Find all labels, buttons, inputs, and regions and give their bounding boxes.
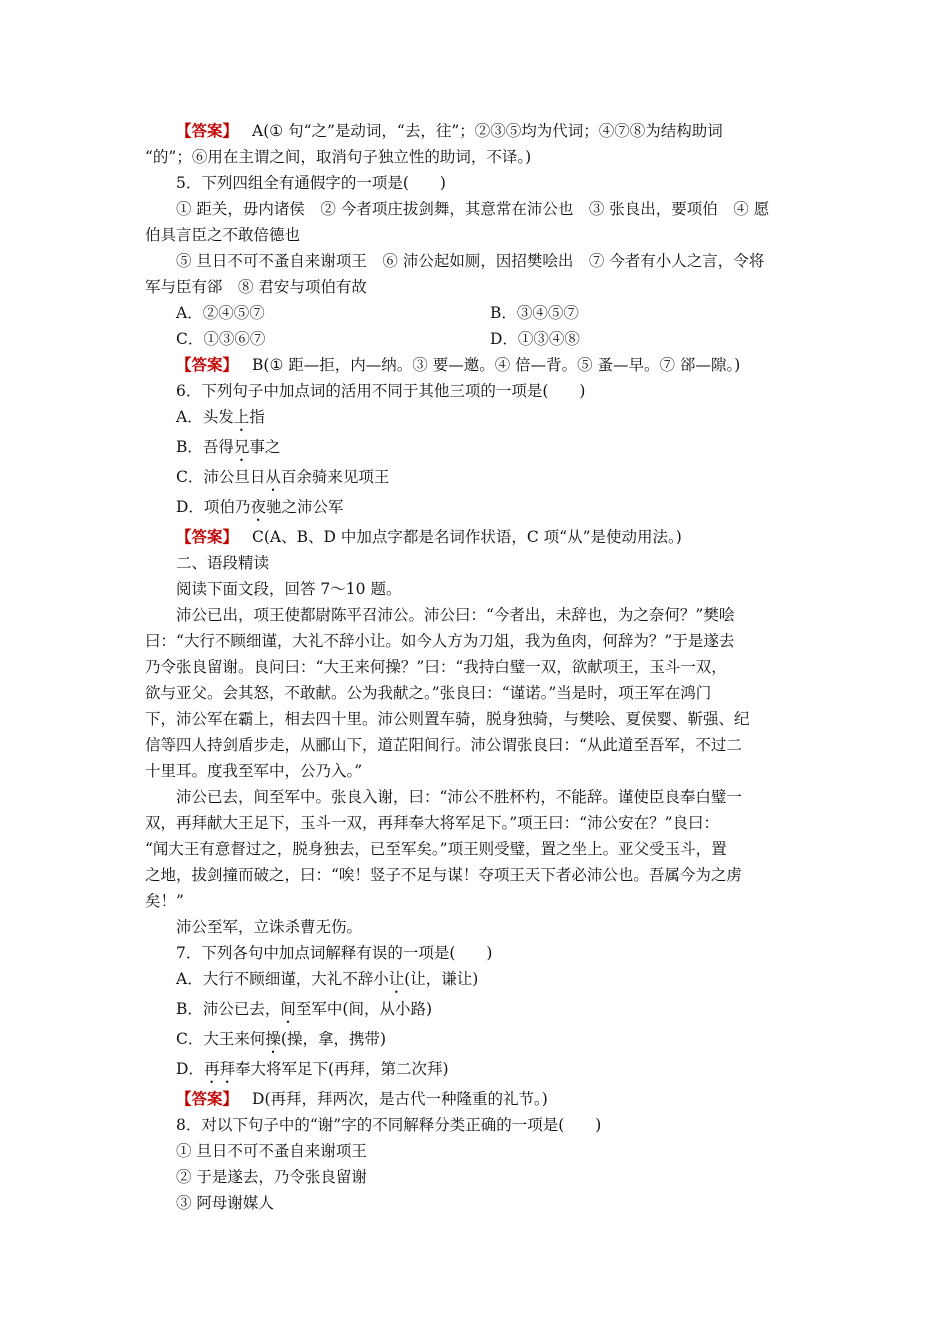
dotted-word: 操 (265, 1030, 281, 1048)
passage-line: 乃令张良留谢。良问曰：“大王来何操？”曰：“我持白璧一双，欲献项王，玉斗一双， (145, 658, 727, 676)
dotted-word: 再拜 (203, 1060, 235, 1078)
q5-stem: 5．下列四组全有通假字的一项是( ) (176, 174, 446, 192)
passage-line: 沛公至军，立诛杀曹无伤。 (176, 918, 363, 936)
dotted-word: 间 (280, 1000, 296, 1018)
q6-stem: 6．下列句子中加点词的活用不同于其他三项的一项是( ) (176, 382, 586, 400)
dotted-word: 从 (265, 468, 281, 486)
q7-option-b: B．沛公已去，间至军中(间，从小路) (176, 1000, 433, 1018)
passage-line: 矣！” (145, 892, 184, 910)
q5-line: ⑤ 旦日不可不蚤自来谢项王 ⑥ 沛公起如厕，因招樊哙出 ⑦ 今者有小人之言，令将 (176, 252, 765, 270)
dotted-word: 兄 (233, 438, 250, 456)
q8-stem: 8．对以下句子中的“谢”字的不同解释分类正确的一项是( ) (176, 1116, 602, 1134)
q7-option-a: A．大行不顾细谨，大礼不辞小让(让，谦让) (176, 970, 479, 988)
passage-line: 十里耳。度我至军中，公乃入。” (145, 762, 363, 780)
q5-options-ab (176, 302, 846, 324)
q8-sentence: ② 于是遂去，乃令张良留谢 (176, 1168, 367, 1186)
q5-options-cd (176, 328, 846, 350)
answer-tag: 【答案】 (176, 1089, 239, 1108)
passage-line: 之地，拔剑撞而破之，曰：“唉！竖子不足与谋！夺项王天下者必沛公也。吾属今为之虏 (145, 866, 742, 884)
q4-answer: 【答案】 A(① 句“之”是动词，“去，往”；②③⑤均为代词；④⑦⑧为结构助词 (176, 121, 723, 140)
option-d: D．①③④⑧ (490, 330, 580, 348)
option-a: A．②④⑤⑦ (176, 304, 265, 322)
passage-line: 下，沛公军在霸上，相去四十里。沛公则置车骑，脱身独骑，与樊哙、夏侯婴、靳强、纪 (145, 710, 750, 728)
q5-line: ① 距关，毋内诸侯 ② 今者项庄拔剑舞，其意常在沛公也 ③ 张良出，要项伯 ④ 愿 (176, 200, 770, 218)
q5-line: 军与臣有郤 ⑧ 君安与项伯有故 (145, 278, 367, 296)
passage-line: 曰：“大行不顾细谨，大礼不辞小让。如今人方为刀俎，我为鱼肉，何辞为？”于是遂去 (145, 632, 735, 650)
q6-option-a: A．头发上指 (176, 408, 265, 426)
q8-sentence: ① 旦日不可不蚤自来谢项王 (176, 1142, 367, 1160)
q7-stem: 7．下列各句中加点词解释有误的一项是( ) (176, 944, 493, 962)
passage-line: 双，再拜献大王足下，玉斗一双，再拜奉大将军足下。”项王曰：“沛公安在？”良曰： (145, 814, 720, 832)
q8-sentence: ③ 阿母谢媒人 (176, 1194, 274, 1212)
dotted-word: 夜 (250, 498, 266, 516)
answer-tag: 【答案】 (176, 527, 239, 546)
q6-option-b: B．吾得兄事之 (176, 438, 281, 456)
passage-line: 欲与亚父。会其怒，不敢献。公为我献之。”张良曰：“谨诺。”当是时，项王军在鸿门 (145, 684, 712, 702)
q5-line: 伯具言臣之不敢倍德也 (145, 226, 301, 244)
q7-answer: 【答案】 D(再拜，拜两次，是古代一种隆重的礼节。) (176, 1089, 548, 1108)
answer-tag: 【答案】 (176, 355, 239, 374)
q6-answer: 【答案】 C(A、B、D 中加点字都是名词作状语，C 项“从”是使动用法。) (176, 527, 682, 546)
q5-answer: 【答案】 B(① 距—拒，内—纳。③ 要—邀。④ 倍—背。⑤ 蚤—早。⑦ 郤—隙。) (176, 355, 741, 374)
dotted-word: 让 (388, 970, 405, 988)
q7-option-c: C．大王来何操(操，拿，携带) (176, 1030, 386, 1048)
instruction: 阅读下面文段，回答 7～10 题。 (176, 580, 402, 598)
q7-option-d: D．再拜奉大将军足下(再拜，第二次拜) (176, 1060, 449, 1078)
q6-option-d: D．项伯乃夜驰之沛公军 (176, 498, 344, 516)
dotted-word: 上 (233, 408, 250, 426)
passage-line: 沛公已出，项王使都尉陈平召沛公。沛公曰：“今者出，未辞也，为之奈何？”樊哙 (176, 606, 735, 624)
section-heading: 二、语段精读 (176, 554, 270, 572)
passage-line: 沛公已去，间至军中。张良入谢，曰：“沛公不胜杯杓，不能辞。谨使臣良奉白璧一 (176, 788, 742, 806)
answer-tag: 【答案】 (176, 121, 239, 140)
option-b: B．③④⑤⑦ (490, 304, 579, 322)
q4-answer-cont: “的”；⑥用在主谓之间，取消句子独立性的助词，不译。) (145, 148, 532, 166)
passage-line: “闻大王有意督过之，脱身独去，已至军矣。”项王则受璧，置之坐上。亚父受玉斗，置 (145, 840, 727, 858)
option-c: C．①③⑥⑦ (176, 330, 266, 348)
q6-option-c: C．沛公旦日从百余骑来见项王 (176, 468, 390, 486)
passage-line: 信等四人持剑盾步走，从郦山下，道芷阳间行。沛公谓张良曰：“从此道至吾军，不过二 (145, 736, 742, 754)
